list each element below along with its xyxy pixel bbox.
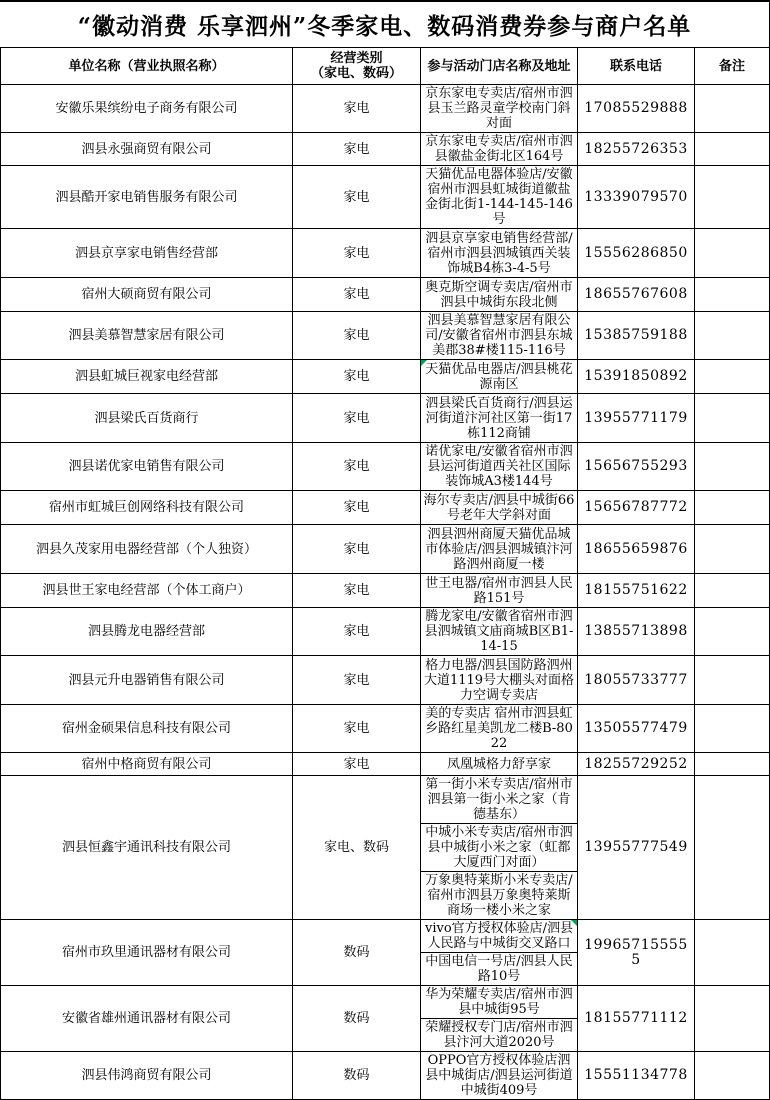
company-cell: 泗县虹城巨视家电经营部 — [1, 360, 293, 393]
category-cell: 数码 — [293, 920, 421, 985]
store-address: 泗县泗州商厦天猫优品城市体验店/泗县泗城镇汴河路泗州商厦一楼 — [425, 526, 573, 572]
category-cell: 数码 — [293, 986, 421, 1051]
phone-cell: 18155751622 — [578, 574, 695, 607]
store-address-cell — [421, 986, 578, 1051]
phone-cell: 15556286850 — [578, 229, 695, 277]
store-address: 天猫优品电器体验店/安徽宿州市泗县虹城街道徽盐金街北街1-144-145-146号 — [425, 167, 573, 227]
phone-cell: 15391850892 — [578, 360, 695, 393]
note-cell — [695, 312, 769, 359]
company-cell: 宿州市玖里通讯器材有限公司 — [1, 920, 293, 985]
note-cell — [695, 394, 769, 442]
merchant-table — [0, 47, 770, 1100]
table-row — [1, 920, 769, 986]
note-cell — [695, 133, 769, 165]
table-row — [1, 394, 769, 443]
note-cell — [695, 705, 769, 752]
company-cell: 泗县恒鑫宇通讯科技有限公司 — [1, 776, 293, 919]
store-address: 中城小米专卖店/宿州市泗县中城街小米之家（虹都大厦西门对面） — [421, 824, 577, 872]
store-address-cell — [421, 1052, 578, 1099]
store-address: 泗县京享家电销售经营部/宿州市泗县泗城镇西关装饰城B4栋3-4-5号 — [425, 230, 573, 276]
store-address: 万象奥特莱斯小米专卖店/宿州市泗县万象奥特莱斯商场一楼小米之家 — [425, 873, 573, 918]
store-address-cell — [421, 229, 578, 277]
note-cell — [695, 656, 769, 704]
phone-cell: 18055733777 — [578, 656, 695, 704]
cell-flag-icon — [421, 360, 427, 366]
company-cell: 泗县元升电器销售有限公司 — [1, 656, 293, 704]
store-address: 海尔专卖店/泗县中城街66号老年大学斜对面 — [423, 492, 575, 523]
table-row — [1, 278, 769, 312]
store-address-cell — [421, 705, 578, 752]
store-address-cell — [421, 312, 578, 359]
note-cell — [695, 229, 769, 277]
table-row — [1, 229, 769, 278]
table-row — [1, 166, 769, 229]
phone-cell: 13955771179 — [578, 394, 695, 442]
store-address: 中国电信一号店/泗县人民路10号 — [425, 954, 573, 984]
header-stores: 参与活动门店名称及地址 — [421, 48, 578, 84]
category-cell: 家电、数码 — [293, 776, 421, 919]
store-address: 泗县梁氏百货商行/泗县运河街道汴河社区第一街17栋112商铺 — [425, 395, 573, 441]
store-address-cell — [421, 753, 578, 775]
note-cell — [695, 1052, 769, 1099]
header-category-line1: 经营类别 — [330, 51, 383, 66]
category-cell: 数码 — [293, 1052, 421, 1099]
category-cell: 家电 — [293, 753, 421, 775]
store-address: 世王电器/宿州市泗县人民路151号 — [425, 575, 573, 606]
store-address: OPPO官方授权体验店泗县中城街店/泗县运河街道中城街409号 — [425, 1053, 573, 1098]
header-category — [293, 48, 421, 84]
company-cell: 泗县永强商贸有限公司 — [1, 133, 293, 165]
table-row — [1, 574, 769, 608]
category-cell: 家电 — [293, 312, 421, 359]
store-address: 京东家电专卖店/宿州市泗县玉兰路灵童学校南门斜对面 — [425, 86, 573, 131]
table-row — [1, 986, 769, 1052]
company-cell: 泗县美慕智慧家居有限公司 — [1, 312, 293, 359]
phone-cell: 18655767608 — [578, 278, 695, 311]
store-address-cell — [421, 394, 578, 442]
category-cell: 家电 — [293, 574, 421, 607]
store-address: 美的专卖店 宿州市泗县虹乡路红星美凯龙二楼B-8022 — [425, 706, 573, 751]
store-address-cell — [421, 574, 578, 607]
table-row — [1, 525, 769, 574]
store-address-cell — [421, 491, 578, 524]
store-address: 京东家电专卖店/宿州市泗县徽盐金街北区164号 — [425, 134, 573, 164]
store-address: 凤凰城格力舒享家 — [446, 756, 551, 772]
company-cell: 宿州中格商贸有限公司 — [1, 753, 293, 775]
phone-cell: 15656755293 — [578, 443, 695, 490]
table-row — [1, 133, 769, 166]
note-cell — [695, 360, 769, 393]
category-cell: 家电 — [293, 656, 421, 704]
store-address: 腾龙家电/安徽省宿州市泗县泗城镇文庙商城B区B1-14-15 — [424, 609, 574, 654]
phone-cell: 17085529888 — [578, 85, 695, 132]
store-address-cell — [421, 920, 578, 985]
table-row — [1, 753, 769, 776]
store-address-cell — [421, 776, 578, 919]
category-cell: 家电 — [293, 229, 421, 277]
company-cell: 泗县京享家电销售经营部 — [1, 229, 293, 277]
note-cell — [695, 166, 769, 228]
phone-cell: 18255726353 — [578, 133, 695, 165]
category-cell: 家电 — [293, 491, 421, 524]
company-cell: 泗县伟鸿商贸有限公司 — [1, 1052, 293, 1099]
table-row — [1, 608, 769, 656]
store-address: 天猫优品电器店/泗县桃花源南区 — [421, 360, 577, 393]
note-cell — [695, 85, 769, 132]
phone-cell: 199657155555 — [578, 920, 695, 985]
note-cell — [695, 443, 769, 490]
note-cell — [695, 776, 769, 919]
note-cell — [695, 920, 769, 985]
category-cell: 家电 — [293, 133, 421, 165]
phone-cell: 18255729252 — [578, 753, 695, 775]
store-address: 荣耀授权专门店/宿州市泗县汴河大道2020号 — [425, 1020, 573, 1050]
phone-cell: 13855713898 — [578, 608, 695, 655]
table-row — [1, 443, 769, 491]
category-cell: 家电 — [293, 85, 421, 132]
store-address: 华为荣耀专卖店/宿州市泗县中城街95号 — [421, 986, 577, 1019]
category-cell: 家电 — [293, 166, 421, 228]
table-row — [1, 1052, 769, 1099]
note-cell — [695, 608, 769, 655]
category-cell: 家电 — [293, 278, 421, 311]
phone-cell: 13339079570 — [578, 166, 695, 228]
header-category-line2: （家电、数码） — [310, 66, 402, 81]
phone-cell: 15656787772 — [578, 491, 695, 524]
table-header-row — [1, 48, 769, 85]
company-cell: 宿州市虹城巨创网络科技有限公司 — [1, 491, 293, 524]
store-address-cell — [421, 608, 578, 655]
note-cell — [695, 525, 769, 573]
table-row — [1, 360, 769, 394]
category-cell: 家电 — [293, 394, 421, 442]
store-address-cell — [421, 443, 578, 490]
store-address-cell — [421, 360, 578, 393]
note-cell — [695, 753, 769, 775]
store-address: 诺优家电/安徽省宿州市泗县运河街道西关社区国际装饰城A3楼144号 — [425, 444, 573, 489]
phone-cell: 15385759188 — [578, 312, 695, 359]
header-company: 单位名称（营业执照名称） — [1, 48, 293, 84]
table-row — [1, 705, 769, 753]
category-cell: 家电 — [293, 360, 421, 393]
company-cell: 泗县诺优家电销售有限公司 — [1, 443, 293, 490]
store-address-cell — [421, 133, 578, 165]
store-address-cell — [421, 278, 578, 311]
category-cell: 家电 — [293, 608, 421, 655]
store-address: 奥克斯空调专卖店/宿州市泗县中城街东段北侧 — [425, 279, 573, 310]
store-address-cell — [421, 85, 578, 132]
category-cell: 家电 — [293, 525, 421, 573]
company-cell: 泗县酷开家电销售服务有限公司 — [1, 166, 293, 228]
category-cell: 家电 — [293, 443, 421, 490]
company-cell: 宿州大硕商贸有限公司 — [1, 278, 293, 311]
company-cell: 安徽省雄州通讯器材有限公司 — [1, 986, 293, 1051]
phone-cell: 18655659876 — [578, 525, 695, 573]
note-cell — [695, 278, 769, 311]
phone-cell: 13955777549 — [578, 776, 695, 919]
company-cell: 安徽乐果缤纷电子商务有限公司 — [1, 85, 293, 132]
company-cell: 泗县腾龙电器经营部 — [1, 608, 293, 655]
header-note: 备注 — [718, 58, 745, 74]
table-row — [1, 656, 769, 705]
store-address: 格力电器/泗县国防路泗州大道1119号大棚头对面格力空调专卖店 — [423, 657, 575, 703]
company-cell: 泗县梁氏百货商行 — [1, 394, 293, 442]
company-cell: 泗县久茂家用电器经营部（个人独资） — [1, 525, 293, 573]
note-cell — [695, 574, 769, 607]
store-address: vivo官方授权体验店/泗县人民路与中城街交叉路口 — [421, 920, 577, 953]
store-address-cell — [421, 656, 578, 704]
note-cell — [695, 491, 769, 524]
phone-cell: 15551134778 — [578, 1052, 695, 1099]
note-cell — [695, 986, 769, 1051]
cell-flag-icon — [571, 920, 577, 926]
table-row — [1, 491, 769, 525]
store-address-cell — [421, 166, 578, 228]
company-cell: 宿州金硕果信息科技有限公司 — [1, 705, 293, 752]
page-title: “徽动消费 乐享泗州”冬季家电、数码消费券参与商户名单 — [0, 0, 770, 47]
phone-cell: 18155771112 — [578, 986, 695, 1051]
phone-cell: 13505577479 — [578, 705, 695, 752]
table-row — [1, 312, 769, 360]
company-cell: 泗县世王家电经营部（个体工商户） — [1, 574, 293, 607]
header-phone: 联系电话 — [578, 48, 695, 84]
table-row — [1, 776, 769, 920]
store-address: 第一街小米专卖店/宿州市泗县第一街小米之家（肯德基东） — [421, 776, 577, 824]
store-address: 泗县美慕智慧家居有限公司/安徽省宿州市泗县东城美郡38#楼115-116号 — [425, 313, 573, 358]
table-row — [1, 85, 769, 133]
store-address-cell — [421, 525, 578, 573]
category-cell: 家电 — [293, 705, 421, 752]
